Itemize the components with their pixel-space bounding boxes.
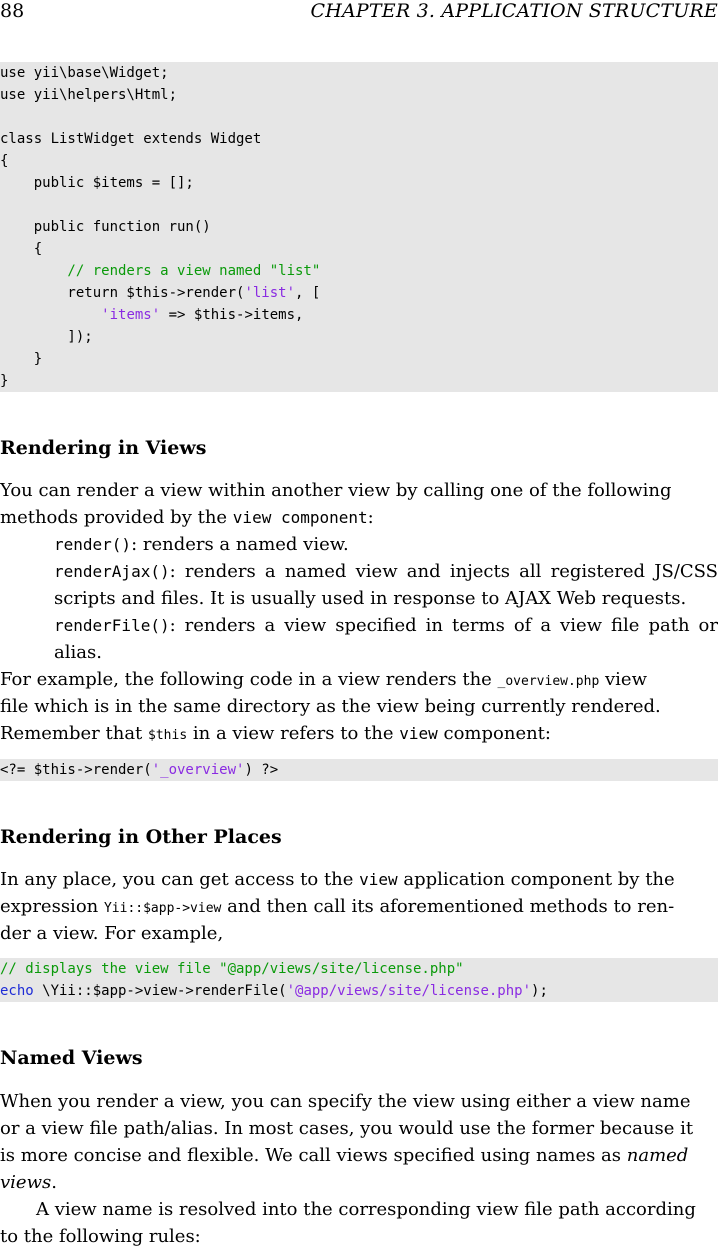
code-line: public $items = []; xyxy=(0,175,194,191)
paragraph-line: When you render a view, you can specify the view using either a view name xyxy=(0,1091,691,1112)
code-comment: // renders a view named "list" xyxy=(0,263,321,279)
paragraph-line: views. xyxy=(0,1172,57,1193)
code-line: } xyxy=(0,373,9,389)
code-comment: // displays the view file "@app/views/site/license.php" xyxy=(0,961,464,977)
code-block-render-file xyxy=(0,958,718,1002)
paragraph-line: For example, the following code in a view renders the _overview.php view xyxy=(0,669,647,690)
code-line xyxy=(0,106,718,128)
code-line: 'items' => $this->items, xyxy=(101,307,304,323)
code-line: } xyxy=(0,351,43,367)
page-number: 88 xyxy=(0,0,25,22)
code-block-list-widget xyxy=(0,62,718,392)
inline-code: view xyxy=(359,870,398,889)
paragraph-line: methods provided by the view component: xyxy=(0,507,374,528)
paragraph-line: Remember that $this in a view refers to the view component: xyxy=(0,723,551,744)
list-item: renderAjax(): renders a named view and injects all registered JS/CSS scripts and files. It is usually used in response to AJAX Web requests. xyxy=(54,561,718,609)
emphasis: named xyxy=(626,1145,689,1166)
paragraph-line: A view name is resolved into the corresponding view file path according xyxy=(36,1199,696,1220)
inline-code: _overview.php xyxy=(497,674,600,689)
inline-code: renderFile() xyxy=(54,616,170,635)
inline-code: view component xyxy=(232,508,368,527)
paragraph-line: file which is in the same directory as the view being currently rendered. xyxy=(0,696,661,717)
inline-code: Yii::$app->view xyxy=(103,901,222,916)
section-heading-rendering-in-other-places: Rendering in Other Places xyxy=(0,826,282,848)
code-block-render-overview xyxy=(0,759,718,781)
code-line: { xyxy=(0,241,43,257)
code-line: public function run() xyxy=(0,219,211,235)
paragraph-line: is more concise and flexible. We call views specified using names as named xyxy=(0,1145,689,1166)
inline-code: render() xyxy=(54,535,132,554)
inline-code: view xyxy=(399,724,438,743)
section-heading-rendering-in-views: Rendering in Views xyxy=(0,437,207,459)
code-line: { xyxy=(0,153,9,169)
paragraph-line: You can render a view within another view by calling one of the following xyxy=(0,480,672,501)
code-line: use yii\helpers\Html; xyxy=(0,87,178,103)
chapter-title: CHAPTER 3. APPLICATION STRUCTURE xyxy=(310,0,718,22)
inline-code: renderAjax() xyxy=(54,562,170,581)
code-line: ]); xyxy=(0,329,93,345)
paragraph-line: In any place, you can get access to the view application component by the xyxy=(0,869,675,890)
paragraph-line: to the following rules: xyxy=(0,1226,201,1247)
code-line xyxy=(0,194,718,216)
code-line: use yii\base\Widget; xyxy=(0,65,169,81)
code-line: class ListWidget extends Widget xyxy=(0,131,262,147)
paragraph-line: expression Yii::$app->view and then call its aforementioned methods to ren- xyxy=(0,896,675,917)
code-line: echo \Yii::$app->view->renderFile('@app/views/site/license.php'); xyxy=(0,983,548,999)
list-item: renderFile(): renders a view specified in terms of a view file path or alias. xyxy=(54,615,718,663)
list-item: render(): renders a named view. xyxy=(54,534,349,555)
code-line: <?= $this->render('_overview') ?> xyxy=(0,762,279,778)
inline-code: $this xyxy=(148,728,188,743)
code-line: return $this->render('list', [ xyxy=(0,285,321,301)
page-header xyxy=(0,0,718,22)
paragraph-line: der a view. For example, xyxy=(0,923,224,944)
emphasis: views xyxy=(0,1172,52,1193)
paragraph-line: or a view file path/alias. In most cases, you would use the former because it xyxy=(0,1118,694,1139)
section-heading-named-views: Named Views xyxy=(0,1047,143,1069)
